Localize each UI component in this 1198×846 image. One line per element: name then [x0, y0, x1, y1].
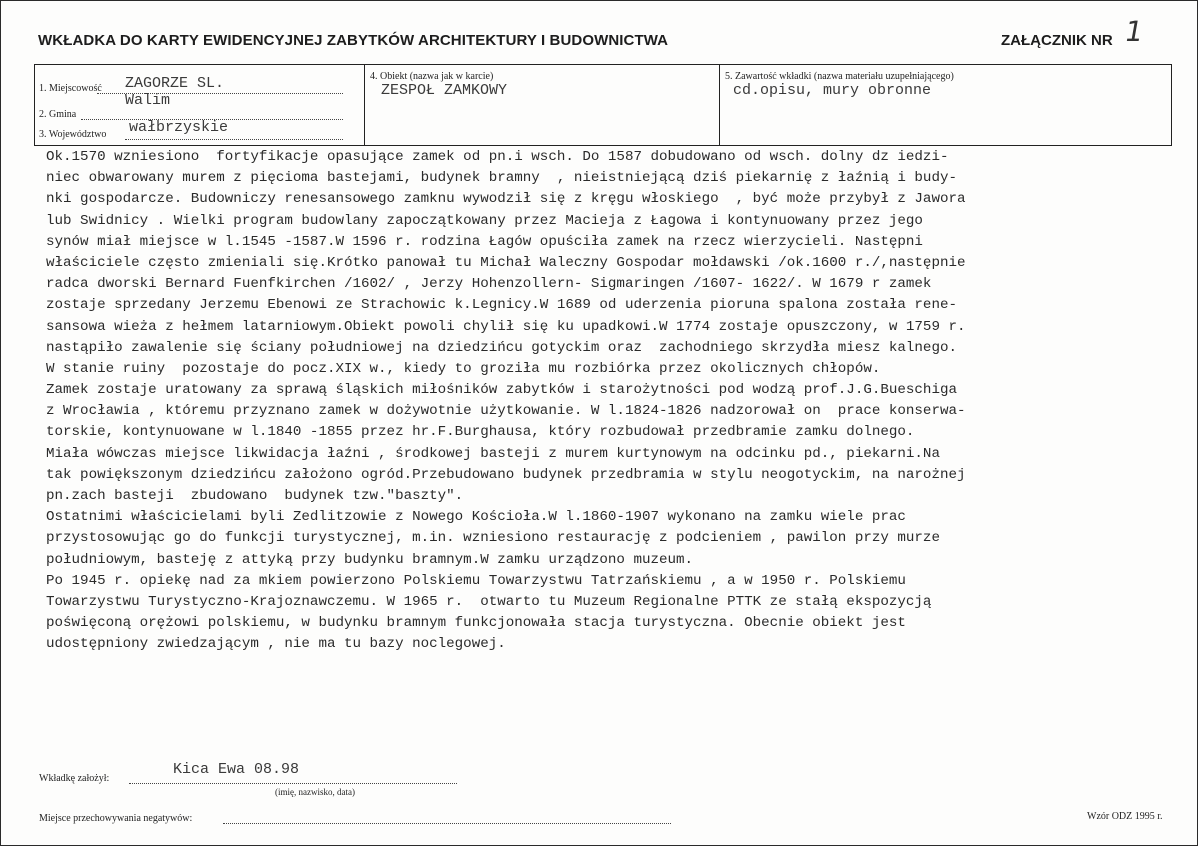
municipality-value: Walim — [125, 92, 171, 109]
text-line: Po 1945 r. opiekę nad za mkiem powierzono Polskiemu Towarzystwu Tatrzańskiemu , a w 1950 r. Polskiemu — [46, 572, 906, 589]
text-line: niec obwarowany murem z pięcioma bastejami, budynek bramny , nieistniejącą dziś piekarnię z łaźnią i budy- — [46, 170, 957, 187]
locality-value: ZAGORZE SL. — [125, 75, 225, 92]
text-line: Miała wówczas miejsce likwidacja łaźni , środkowej basteji z murem kurtynowym na odcinku pd., piekarni.Na — [46, 445, 940, 462]
header-fields-box — [34, 64, 1172, 146]
negatives-label: Miejsce przechowywania negatywów: — [39, 813, 193, 824]
text-line: Ok.1570 wzniesiono fortyfikacje opasujące zamek od pn.i wsch. Do 1587 dobudowano od wsch. dolny dz iedzi- — [46, 149, 949, 165]
text-line: nki gospodarcze. Budowniczy renesansowego zamknu wywodził się z kręgu włoskiego , być może przybył z Jawora — [46, 191, 966, 208]
prepared-by-label: Wkładkę założył: — [39, 773, 110, 784]
prepared-by-caption: (imię, nazwisko, data) — [275, 787, 355, 797]
text-line: południowym, basteję z attyką przy budynku bramnym.W zamku urządzono muzeum. — [46, 551, 694, 568]
text-line: W stanie ruiny pozostaje do pocz.XIX w., kiedy to groziła mu rozbiórka przez okolicznych chłopów. — [46, 360, 881, 377]
text-line: tak powiększonym dziedzińcu założono ogród.Przebudowano budynek przedbramia w stylu neogotyckim, na narożnej — [46, 466, 966, 483]
field-divider — [719, 65, 720, 145]
locality-label: 1. Miejscowość — [39, 83, 102, 94]
object-label: 4. Obiekt (nazwa jak w karcie) — [370, 71, 494, 82]
prepared-by-value: Kica Ewa 08.98 — [173, 761, 300, 778]
text-line: udostępniony zwiedzającym , nie ma tu bazy noclegowej. — [46, 636, 506, 653]
form-title: WKŁADKA DO KARTY EWIDENCYJNEJ ZABYTKÓW ARCHITEKTURY I BUDOWNICTWA — [38, 32, 669, 49]
municipality-label: 2. Gmina — [39, 109, 77, 120]
attachment-number: 1 — [1122, 15, 1146, 48]
text-line: synów miał miejsce w l.1545 -1587.W 1596 r. rodzina Łagów opuściła zamek na rzecz wierzycieli. Następni — [46, 233, 923, 250]
text-line: Towarzystwu Turystyczno-Krajoznawczemu. W 1965 r. otwarto tu Muzeum Regionalne PTTK ze stałą ekspozycją — [46, 593, 932, 610]
content-label: 5. Zawartość wkładki (nazwa materiału uzupełniającego) — [725, 71, 954, 82]
negatives-dots — [223, 823, 671, 824]
text-line: radca dworski Bernard Fuenfkirchen /1602/ , Jerzy Hohenzollern- Sigmaringen /1607- 1622/. W 1679 r zamek — [46, 276, 932, 293]
text-line: z Wrocławia , któremu przyznano zamek w dożywotnie użytkowanie. W l.1824-1826 nadzorował on prace konserwa- — [46, 403, 966, 420]
voivodeship-dots — [125, 139, 343, 140]
text-line: sansowa wieża z hełmem latarniowym.Obiekt powoli chylił się ku upadkowi.W 1774 zostaje opuszczony, w 1759 r. — [46, 318, 966, 335]
content-value: cd.opisu, mury obronne — [733, 82, 932, 99]
text-line: torskie, kontynuowane w l.1840 -1855 przez hr.F.Burghausa, który rozbudował przedbramie zamku dolnego. — [46, 424, 915, 441]
prepared-by-dots — [129, 783, 457, 784]
form-id: Wzór ODZ 1995 r. — [1087, 811, 1163, 822]
text-line: lub Swidnicy . Wielki program budowlany zapoczątkowany przez Macieja z Łagowa i kontynuowany przez jego — [46, 212, 923, 229]
text-line: Zamek zostaje uratowany za sprawą śląskich miłośników zabytków i starożytności pod wodzą prof.J.G.Bueschiga — [46, 382, 957, 399]
field-divider — [364, 65, 365, 145]
attachment-label: ZAŁĄCZNIK NR — [1001, 32, 1113, 49]
text-line: przystosowując go do funkcji turystycznej, m.in. wzniesiono restaurację z podcieniem , pawilon przy murze — [46, 530, 940, 547]
text-line: nastąpiło zawalenie się ściany południowej na dziedzińcu gotyckim oraz zachodniego skrzydła miesz kalnego. — [46, 339, 957, 356]
text-line: właściciele często zmieniali się.Krótko panował tu Michał Waleczny Gospodar mołdawski /ok.1600 r./,następnie — [46, 254, 966, 271]
voivodeship-value: wałbrzyskie — [129, 119, 229, 136]
text-line: pn.zach basteji zbudowano budynek tzw."baszty". — [46, 488, 464, 504]
text-line: poświęconą orężowi polskiemu, w budynku bramnym funkcjonowała stacja turystyczna. Obecnie obiekt jest — [46, 615, 906, 632]
voivodeship-label: 3. Województwo — [39, 129, 107, 140]
text-line: zostaje sprzedany Jerzemu Ebenowi ze Strachowic k.Legnicy.W 1689 od uderzenia pioruna spalona została rene- — [46, 297, 957, 314]
description-text — [46, 147, 1176, 656]
object-value: ZESPOŁ ZAMKOWY — [381, 82, 508, 99]
text-line: Ostatnimi właścicielami byli Zedlitzowie z Nowego Kościoła.W l.1860-1907 wykonano na zamku wiele prac — [46, 509, 906, 526]
